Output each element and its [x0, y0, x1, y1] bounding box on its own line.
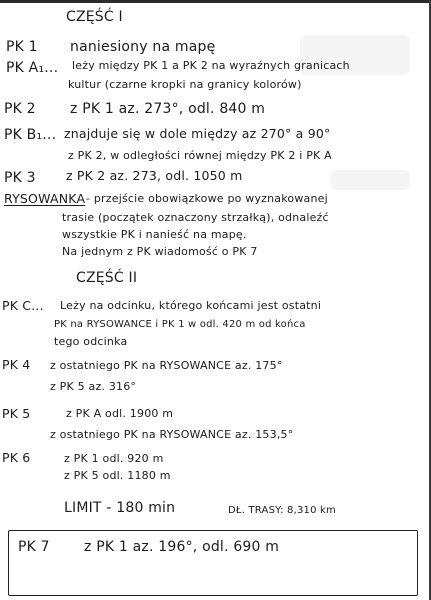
route-length: DŁ. TRASY: 8,310 km — [228, 505, 336, 516]
pk6-label: PK 6 — [2, 450, 31, 465]
bleed-through-mark — [330, 170, 410, 190]
pkc-line1: Leży na odcinku, którego końcami jest ostatni — [60, 299, 322, 312]
pk4-label: PK 4 — [2, 357, 31, 372]
pk2-label: PK 2 — [4, 101, 36, 117]
pk4-line1: z ostatniego PK na RYSOWANCE az. 175° — [50, 359, 283, 372]
pk1-label: PK 1 — [6, 39, 38, 55]
pka-line1: leży między PK 1 a PK 2 na wyraźnych granicach — [72, 59, 350, 72]
rysowanka-line3: wszystkie PK i nanieść na mapę. — [62, 228, 247, 241]
pkc-label: PK C... — [2, 298, 44, 313]
pk6-line2: z PK 5 odl. 1180 m — [64, 469, 171, 482]
pkb-line2: z PK 2, w odległości równej między PK 2 i PK A — [68, 149, 332, 162]
pkc-line3: tego odcinka — [54, 335, 128, 348]
pk7-label: PK 7 — [18, 539, 50, 555]
pk2-text: z PK 1 az. 273°, odl. 840 m — [70, 101, 266, 117]
scan-top-edge — [0, 0, 431, 3]
pka-line2: kultur (czarne kropki na granicy kolorów) — [68, 78, 302, 91]
pka-label: PK A₁... — [6, 60, 59, 76]
pk7-text: z PK 1 az. 196°, odl. 690 m — [84, 539, 280, 555]
pk3-text: z PK 2 az. 273, odl. 1050 m — [66, 168, 243, 183]
pk5-line2: z ostatniego PK na RYSOWANCE az. 153,5° — [50, 428, 294, 441]
time-limit: LIMIT - 180 min — [64, 500, 176, 516]
part1-title: CZĘŚĆ I — [66, 9, 123, 25]
pk6-line1: z PK 1 odl. 920 m — [64, 452, 164, 465]
part2-title: CZĘŚĆ II — [76, 270, 138, 286]
rysowanka-line4: Na jednym z PK wiadomość o PK 7 — [62, 245, 258, 258]
pkc-line2: PK na RYSOWANCE i PK 1 w odl. 420 m od końca — [54, 319, 306, 330]
rysowanka-label: RYSOWANKA — [4, 191, 86, 206]
rysowanka-line2: trasie (początek oznaczony strzałką), odnaleźć — [62, 211, 329, 224]
pkb-label: PK B₁... — [4, 127, 57, 143]
pk5-label: PK 5 — [2, 406, 31, 421]
pk4-line2: z PK 5 az. 316° — [50, 380, 137, 393]
rysowanka-line1: - przejście obowiązkowe po wyznakowanej — [86, 192, 328, 205]
pk5-line1: z PK A odl. 1900 m — [66, 407, 174, 420]
pkb-line1: znajduje się w dole między az 270° a 90° — [64, 126, 331, 141]
pk3-label: PK 3 — [4, 170, 36, 186]
pk1-text: naniesiony na mapę — [70, 39, 216, 55]
